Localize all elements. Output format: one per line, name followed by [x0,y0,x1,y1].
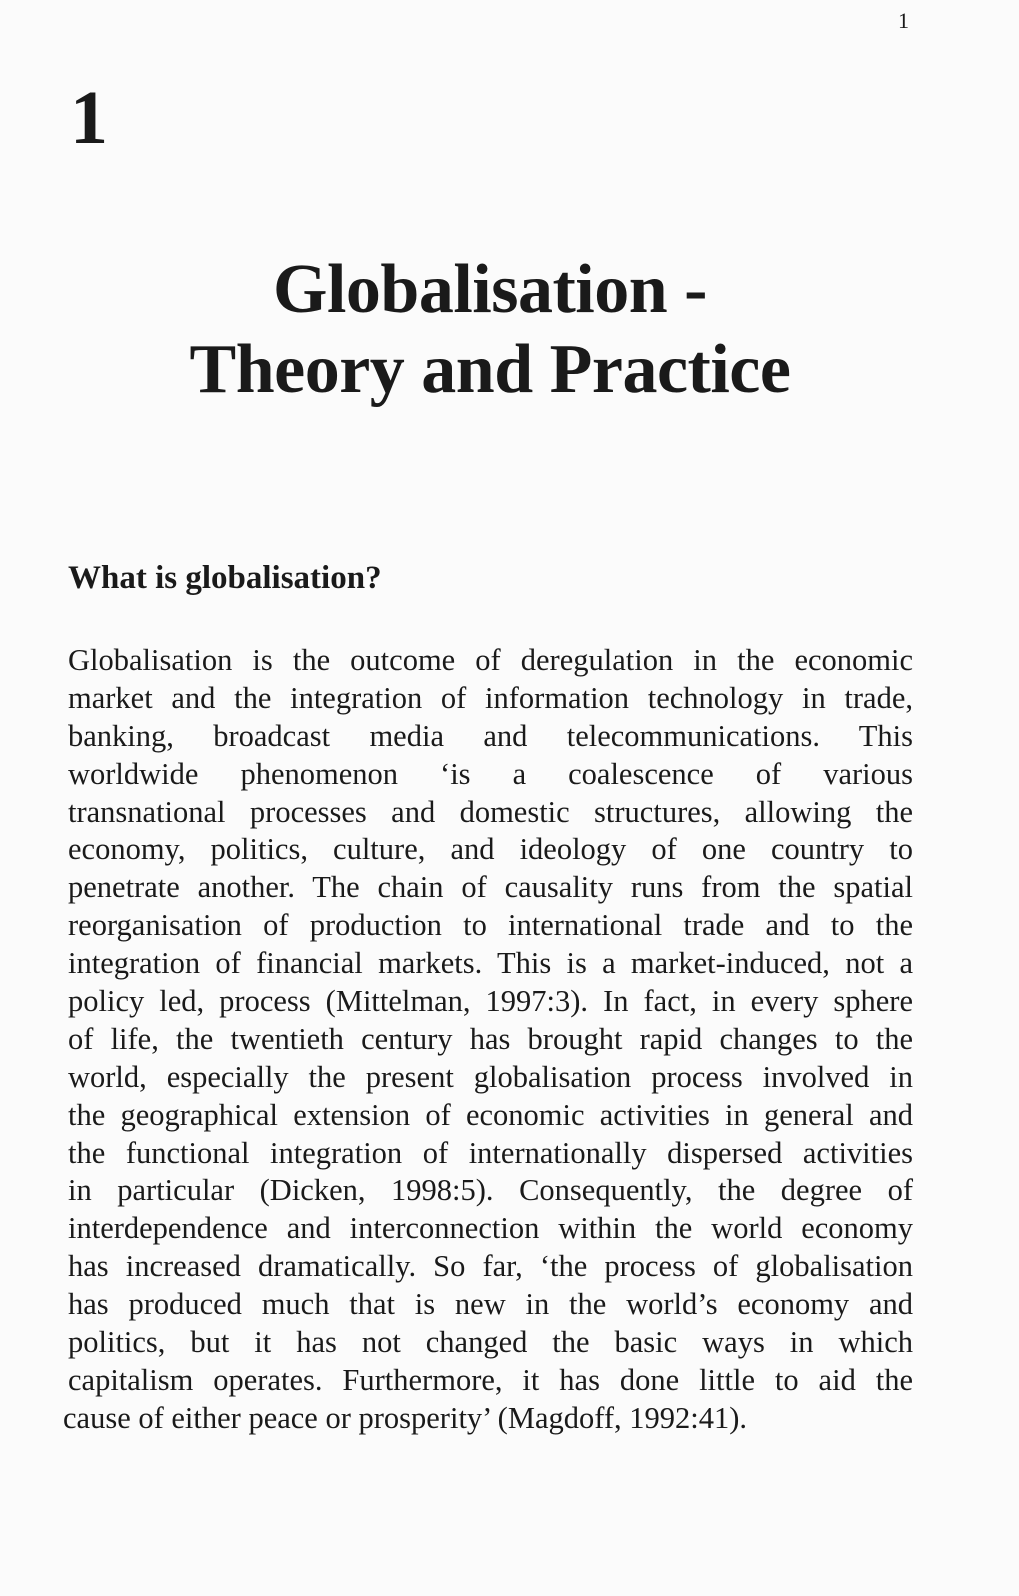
body-line: penetrate another. The chain of causality runs from the spatial [68,870,913,905]
body-line: reorganisation of production to international trade and to the [68,908,913,943]
body-line: has produced much that is new in the world’s economy and [68,1287,913,1322]
body-line: the functional integration of internationally dispersed activities [68,1135,913,1170]
body-paragraph [63,642,913,1438]
body-line: banking, broadcast media and telecommunications. This [68,718,913,753]
body-line: politics, but it has not changed the basic ways in which [68,1325,913,1360]
body-line: capitalism operates. Furthermore, it has done little to aid the [68,1362,913,1397]
body-line: worldwide phenomenon ‘is a coalescence of various [68,756,913,791]
chapter-number: 1 [70,76,108,160]
body-line: market and the integration of information technology in trade, [68,680,913,715]
body-line: cause of either peace or prosperity’ (Magdoff, 1992:41). [63,1400,748,1435]
chapter-title-line: Theory and Practice [189,331,791,408]
body-line: Globalisation is the outcome of deregulation in the economic [68,643,913,677]
body-line: economy, politics, culture, and ideology of one country to [68,832,913,867]
body-line: of life, the twentieth century has brought rapid changes to the [68,1021,913,1056]
body-line: the geographical extension of economic activities in general and [68,1097,913,1132]
body-line: policy led, process (Mittelman, 1997:3). In fact, in every sphere [68,984,913,1019]
body-line: interdependence and interconnection within the world economy [68,1211,913,1246]
body-line: transnational processes and domestic structures, allowing the [68,794,913,829]
body-line: integration of financial markets. This is a market-induced, not a [68,946,913,981]
chapter-title-line: Globalisation - [273,251,707,328]
body-line: world, especially the present globalisation process involved in [68,1059,913,1094]
body-line: has increased dramatically. So far, ‘the process of globalisation [68,1249,913,1284]
body-line: in particular (Dicken, 1998:5). Consequently, the degree of [68,1173,913,1208]
page-number: 1 [898,8,909,33]
section-heading: What is globalisation? [68,560,382,596]
chapter-title [0,250,980,410]
